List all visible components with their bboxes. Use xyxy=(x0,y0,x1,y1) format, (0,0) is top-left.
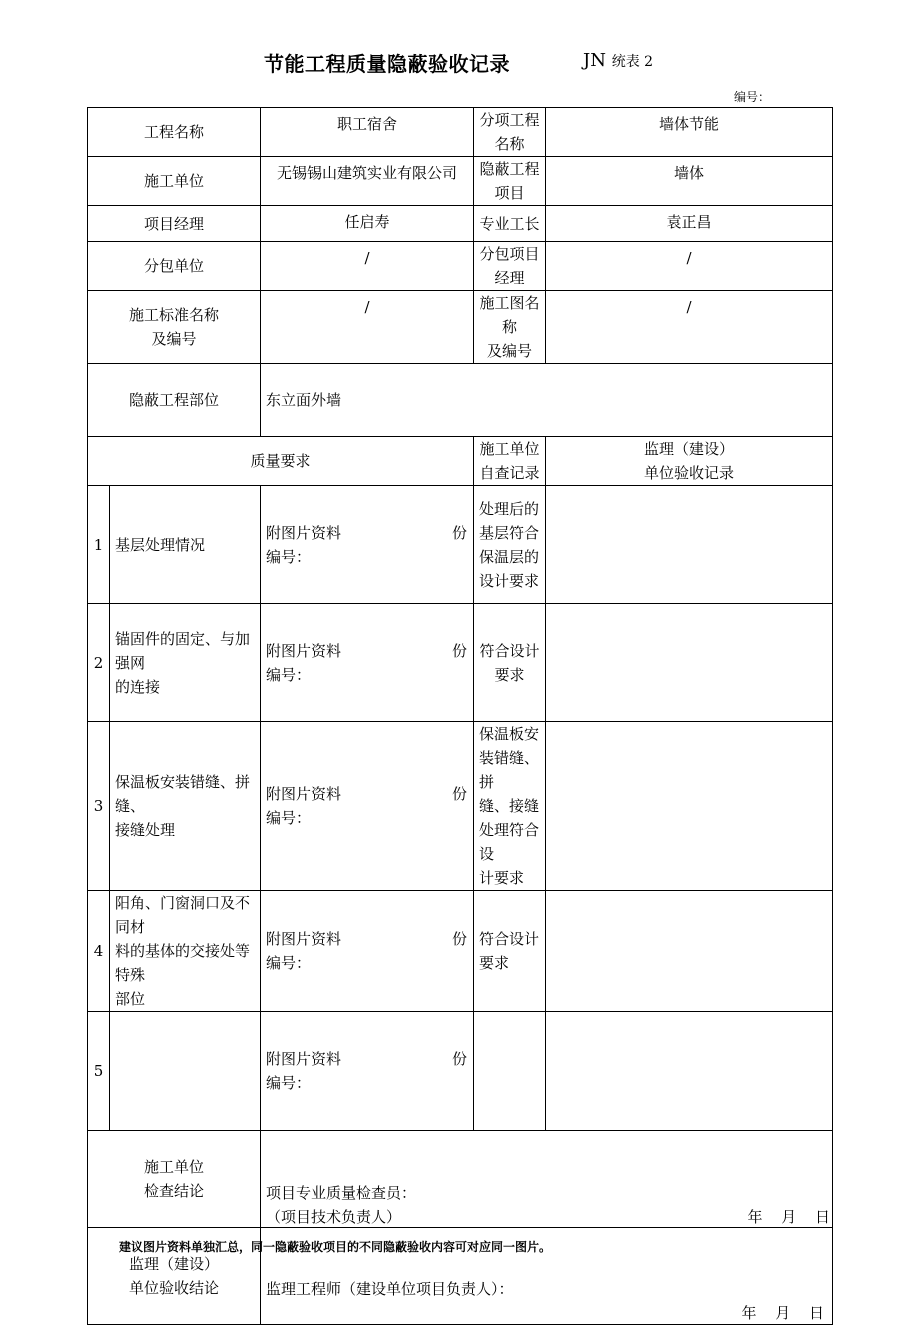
hidden-item-label: 隐蔽工程项目 xyxy=(474,157,546,206)
contractor-label: 施工单位 xyxy=(88,157,261,206)
attachment-label: 附图片资料 xyxy=(266,523,342,542)
attachment-unit: 份 xyxy=(452,1050,468,1068)
item-number: 1 xyxy=(88,486,110,604)
drawing-value: / xyxy=(546,291,833,364)
self-check-record xyxy=(474,604,546,722)
attachment-number-label: 编号： xyxy=(266,1074,312,1092)
supervision-record xyxy=(546,1012,833,1131)
supervision-record xyxy=(546,486,833,604)
self-check-line2: 缝、接缝处理符合设 xyxy=(479,797,540,863)
subcontractor-label: 分包单位 xyxy=(88,242,261,291)
location-label: 隐蔽工程部位 xyxy=(88,364,261,437)
attachment-label: 附图片资料 xyxy=(266,641,342,660)
item-description-line1: 基层处理情况 xyxy=(115,535,206,554)
self-check-record xyxy=(474,1012,546,1131)
item-description-line3: 部位 xyxy=(115,990,146,1008)
subcontractor-value: / xyxy=(261,242,474,291)
supervision-engineer-label: 监理工程师（建设单位项目负责人）： xyxy=(266,1279,514,1298)
project-name-value: 职工宿舍 xyxy=(261,108,474,157)
attachment-unit: 份 xyxy=(452,785,468,803)
form-code-suffix: 统表 2 xyxy=(611,54,654,70)
quality-inspector-label: 项目专业质量检查员： xyxy=(266,1183,417,1202)
sub-project-value: 墙体节能 xyxy=(546,108,833,157)
table-row xyxy=(88,891,833,1012)
self-check-line1: 保温板安装错缝、拼 xyxy=(479,725,540,791)
item-number: 5 xyxy=(88,1012,110,1131)
item-number: 4 xyxy=(88,891,110,1012)
self-check-header-line1: 施工单位 xyxy=(479,440,540,458)
attachment-number-label: 编号： xyxy=(266,547,312,566)
attachment-label: 附图片资料 xyxy=(266,1050,342,1068)
row-project-name xyxy=(88,108,833,157)
item-description xyxy=(110,604,261,722)
attachment-unit: 份 xyxy=(452,930,468,948)
hidden-item-value: 墙体 xyxy=(546,157,833,206)
serial-number-label: 编号： xyxy=(734,90,771,104)
attachment-unit: 份 xyxy=(452,523,468,542)
attachment-label: 附图片资料 xyxy=(266,785,342,803)
attachment-unit: 份 xyxy=(452,641,468,660)
foreman-label: 专业工长 xyxy=(474,206,546,242)
row-standard xyxy=(88,291,833,364)
item-description xyxy=(110,1012,261,1131)
sub-project-label: 分项工程名称 xyxy=(474,108,546,157)
row-manager xyxy=(88,206,833,242)
item-description-line2: 料的基体的交接处等特殊 xyxy=(115,942,251,984)
attachment-label: 附图片资料 xyxy=(266,930,342,948)
supervision-header-line2: 单位验收记录 xyxy=(644,464,735,482)
standard-label-line1: 施工标准名称 xyxy=(129,306,220,324)
contractor-value: 无锡锡山建筑实业有限公司 xyxy=(261,157,474,206)
item-description xyxy=(110,891,261,1012)
conclusion-date: 年 月 日 xyxy=(747,1207,830,1226)
drawing-label-line2: 及编号 xyxy=(487,342,533,360)
item-attachment xyxy=(261,486,474,604)
form-code-prefix: JN xyxy=(583,50,606,71)
foreman-value: 袁正昌 xyxy=(546,206,833,242)
standard-value: / xyxy=(261,291,474,364)
supervision-date: 年 月 日 xyxy=(741,1303,824,1322)
row-subcontractor xyxy=(88,242,833,291)
supervision-record xyxy=(546,891,833,1012)
self-check-record xyxy=(474,722,546,891)
table-row xyxy=(88,486,833,604)
attachment-number-label: 编号： xyxy=(266,665,312,684)
drawing-label xyxy=(474,291,546,364)
location-value: 东立面外墙 xyxy=(261,364,833,437)
drawing-label-line1: 施工图名称 xyxy=(479,294,540,336)
item-description xyxy=(110,722,261,891)
table-row xyxy=(88,722,833,891)
contractor-conclusion-label-line1: 施工单位 xyxy=(144,1158,205,1176)
form-code xyxy=(583,50,653,71)
supervision-header-line1: 监理（建设） xyxy=(644,440,735,458)
standard-label xyxy=(88,291,261,364)
self-check-line2: 保温层的设计要求 xyxy=(479,547,540,590)
item-number: 2 xyxy=(88,604,110,722)
table-row xyxy=(88,604,833,722)
item-description-line2: 的连接 xyxy=(115,677,161,696)
item-description xyxy=(110,486,261,604)
self-check-line1: 符合设计要求 xyxy=(479,930,540,972)
tech-lead-label: （项目技术负责人） xyxy=(266,1207,402,1226)
page-title: 节能工程质量隐蔽验收记录 xyxy=(264,52,510,76)
self-check-header-line2: 自查记录 xyxy=(479,464,540,482)
item-description-line1: 保温板安装错缝、拼缝、 xyxy=(115,773,251,815)
footer-note: 建议图片资料单独汇总，同一隐蔽验收项目的不同隐蔽验收内容可对应同一图片。 xyxy=(119,1240,552,1254)
self-check-line1: 符合设计要求 xyxy=(479,641,540,684)
self-check-line1: 处理后的基层符合 xyxy=(479,499,540,542)
sub-manager-label: 分包项目经理 xyxy=(474,242,546,291)
item-attachment xyxy=(261,1012,474,1131)
row-contractor xyxy=(88,157,833,206)
attachment-number-label: 编号： xyxy=(266,809,312,827)
supervisor-conclusion-label-line2: 单位验收结论 xyxy=(129,1279,220,1297)
item-number: 3 xyxy=(88,722,110,891)
self-check-header xyxy=(474,437,546,486)
table-row xyxy=(88,1012,833,1131)
project-name-label: 工程名称 xyxy=(88,108,261,157)
item-description-line1: 锚固件的固定、与加强网 xyxy=(115,629,251,672)
self-check-record xyxy=(474,891,546,1012)
item-attachment xyxy=(261,891,474,1012)
row-location xyxy=(88,364,833,437)
self-check-line3: 计要求 xyxy=(479,869,525,887)
form-title-bar xyxy=(0,48,920,74)
standard-label-line2: 及编号 xyxy=(151,330,197,348)
row-column-headers xyxy=(88,437,833,486)
contractor-conclusion-label-line2: 检查结论 xyxy=(144,1182,205,1200)
sub-manager-value: / xyxy=(546,242,833,291)
quality-requirement-header: 质量要求 xyxy=(88,437,474,486)
item-description-line1: 阳角、门窗洞口及不同材 xyxy=(115,894,251,936)
inspection-form-table xyxy=(87,107,833,1325)
manager-value: 任启寿 xyxy=(261,206,474,242)
supervision-header xyxy=(546,437,833,486)
row-contractor-conclusion xyxy=(88,1131,833,1228)
contractor-conclusion-signature xyxy=(261,1131,833,1228)
item-attachment xyxy=(261,722,474,891)
attachment-number-label: 编号： xyxy=(266,954,312,972)
contractor-conclusion-label xyxy=(88,1131,261,1228)
supervisor-conclusion-label-line1: 监理（建设） xyxy=(129,1255,220,1273)
item-attachment xyxy=(261,604,474,722)
supervision-record xyxy=(546,722,833,891)
self-check-record xyxy=(474,486,546,604)
item-description-line2: 接缝处理 xyxy=(115,821,176,839)
supervision-record xyxy=(546,604,833,722)
manager-label: 项目经理 xyxy=(88,206,261,242)
